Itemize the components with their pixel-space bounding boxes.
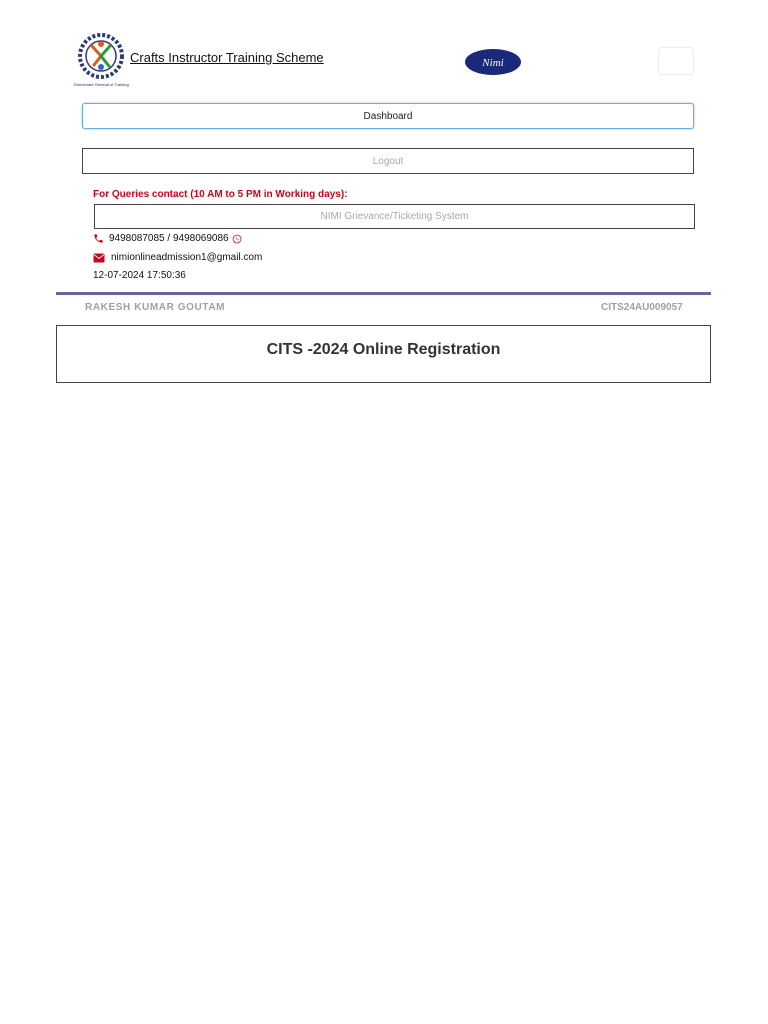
nimi-logo-text: Nimi: [482, 57, 504, 69]
dashboard-button[interactable]: Dashboard: [82, 103, 694, 129]
timestamp: 12-07-2024 17:50:36: [93, 270, 186, 281]
section-divider: [56, 292, 711, 295]
dgt-caption: Directorate General of Training: [74, 82, 129, 87]
registration-heading: CITS -2024 Online Registration: [266, 341, 501, 358]
queries-title: For Queries contact (10 AM to 5 PM in Working days):: [93, 189, 348, 200]
phone-icon: [93, 233, 104, 244]
phone-contact-row: [93, 233, 242, 244]
site-title-link[interactable]: Crafts Instructor Training Scheme: [130, 50, 324, 65]
email-address[interactable]: nimionlineadmission1@gmail.com: [111, 252, 263, 263]
whatsapp-icon[interactable]: [232, 234, 242, 244]
phone-numbers: 9498087085 / 9498069086: [109, 233, 229, 244]
menu-toggle-button[interactable]: [658, 47, 694, 75]
header: [0, 0, 768, 100]
logout-button[interactable]: Logout: [82, 148, 694, 174]
registration-panel: [56, 325, 711, 383]
registration-id: CITS24AU009057: [601, 302, 683, 313]
envelope-icon: [93, 253, 105, 263]
email-contact-row: [93, 252, 262, 263]
nimi-logo: [464, 48, 522, 76]
grievance-system-button[interactable]: NIMI Grievance/Ticketing System: [94, 204, 695, 229]
user-name: RAKESH KUMAR GOUTAM: [85, 302, 226, 313]
